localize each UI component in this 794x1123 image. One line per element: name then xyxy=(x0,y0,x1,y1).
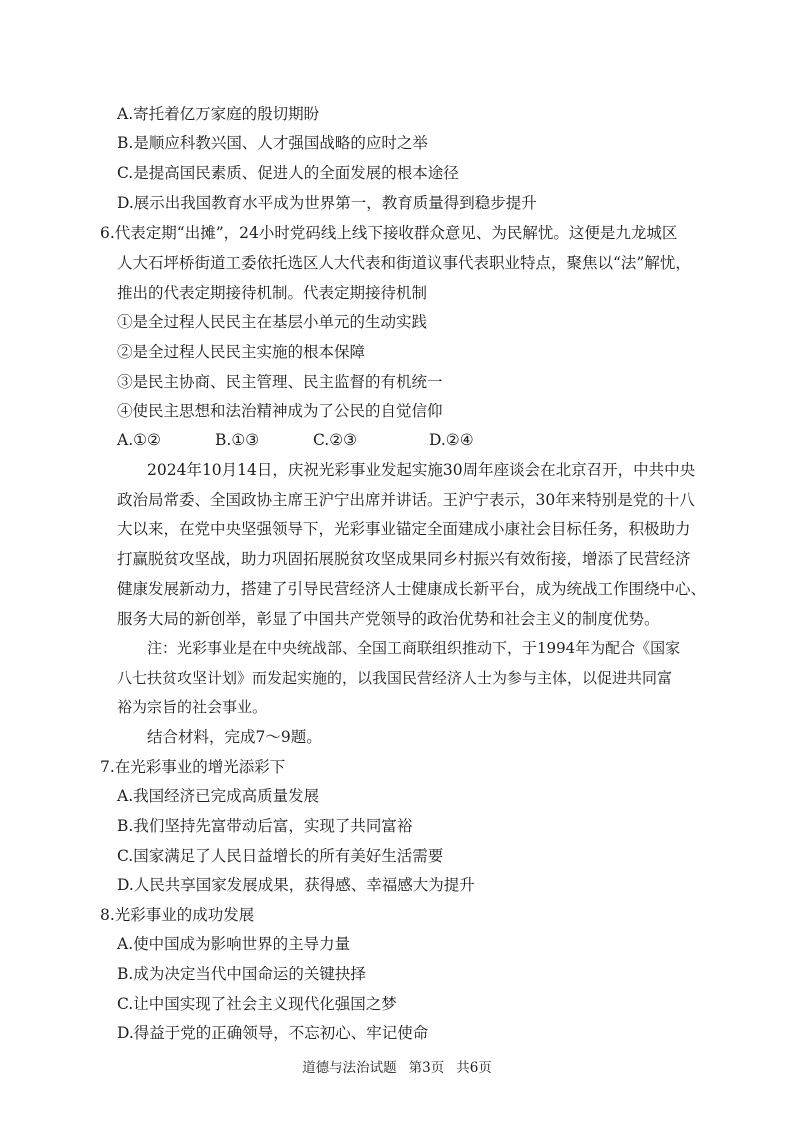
q6-choice-b: B.①③ xyxy=(215,431,260,449)
material-line-2: 政治局常委、全国政协主席王沪宁出席并讲话。王沪宁表示，30年来特别是党的十八 xyxy=(117,491,695,509)
q7-option-a: A.我国经济已完成高质量发展 xyxy=(117,787,320,805)
q7-option-c: C.国家满足了人民日益增长的所有美好生活需要 xyxy=(117,847,444,865)
q6-statement-4: ④使民主思想和法治精神成为了公民的自觉信仰 xyxy=(117,402,443,420)
footer-page-number: 第3页 xyxy=(408,1060,445,1076)
q6-stem-line-1: 6.代表定期“出摊”，24小时党码线上线下接收群众意见、为民解忧。这便是九龙城区 xyxy=(100,224,678,242)
q6-statement-2: ②是全过程人民民主实施的根本保障 xyxy=(117,343,366,361)
material-instruction: 结合材料，完成7～9题。 xyxy=(147,728,322,746)
q5-option-a: A.寄托着亿万家庭的殷切期盼 xyxy=(117,105,320,123)
material-line-5: 健康发展新动力，搭建了引导民营经济人士健康成长新平台，成为统战工作围绕中心、 xyxy=(117,580,707,598)
q6-choice-a: A.①② xyxy=(117,431,161,449)
q5-option-d: D.展示出我国教育水平成为世界第一，教育质量得到稳步提升 xyxy=(117,194,537,212)
footer-subject: 道德与法治试题 xyxy=(302,1060,397,1076)
material-line-3: 大以来，在党中央坚强领导下，光彩事业锚定全面建成小康社会目标任务，积极助力 xyxy=(117,520,691,538)
q5-option-c: C.是提高国民素质、促进人的全面发展的根本途径 xyxy=(117,164,459,182)
material-line-4: 打赢脱贫攻坚战，助力巩固拓展脱贫攻坚成果同乡村振兴有效衔接，增添了民营经济 xyxy=(117,550,691,568)
q8-option-c: C.让中国实现了社会主义现代化强国之梦 xyxy=(117,995,397,1013)
material-note-line-1: 注：光彩事业是在中央统战部、全国工商联组织推动下，于1994年为配合《国家 xyxy=(147,639,681,657)
q6-choices xyxy=(117,429,474,451)
q8-option-b: B.成为决定当代中国命运的关键抉择 xyxy=(117,965,366,983)
q8-option-a: A.使中国成为影响世界的主导力量 xyxy=(117,935,351,953)
q5-option-b: B.是顺应科教兴国、人才强国战略的应时之举 xyxy=(117,134,428,152)
q6-statement-1: ①是全过程人民民主在基层小单元的生动实践 xyxy=(117,313,428,331)
q7-option-b: B.我们坚持先富带动后富，实现了共同富裕 xyxy=(117,817,413,835)
q6-stem-line-2: 人大石坪桥街道工委依托选区人大代表和街道议事代表职业特点，聚焦以“法”解忧， xyxy=(117,254,691,272)
q8-stem: 8.光彩事业的成功发展 xyxy=(100,906,255,924)
material-line-6: 服务大局的新创举，彰显了中国共产党领导的政治优势和社会主义的制度优势。 xyxy=(117,610,660,628)
q7-option-d: D.人民共享国家发展成果，获得感、幸福感大为提升 xyxy=(117,876,475,894)
material-note-line-3: 裕为宗旨的社会事业。 xyxy=(117,698,268,716)
material-note-line-2: 八七扶贫攻坚计划》而发起实施的，以我国民营经济人士为参与主体，以促进共同富 xyxy=(117,669,673,687)
page-footer xyxy=(0,1059,794,1077)
q6-statement-3: ③是民主协商、民主管理、民主监督的有机统一 xyxy=(117,373,443,391)
footer-total-pages: 共6页 xyxy=(456,1060,492,1076)
q6-choice-c: C.②③ xyxy=(313,431,358,449)
q6-stem-line-3: 推出的代表定期接待机制。代表定期接待机制 xyxy=(117,284,428,302)
q7-stem: 7.在光彩事业的增光添彩下 xyxy=(100,758,286,776)
q6-choice-d: D.②④ xyxy=(429,431,474,449)
q8-option-d: D.得益于党的正确领导，不忘初心、牢记使命 xyxy=(117,1024,429,1042)
material-line-1: 2024年10月14日，庆祝光彩事业发起实施30周年座谈会在北京召开，中共中央 xyxy=(147,461,696,479)
